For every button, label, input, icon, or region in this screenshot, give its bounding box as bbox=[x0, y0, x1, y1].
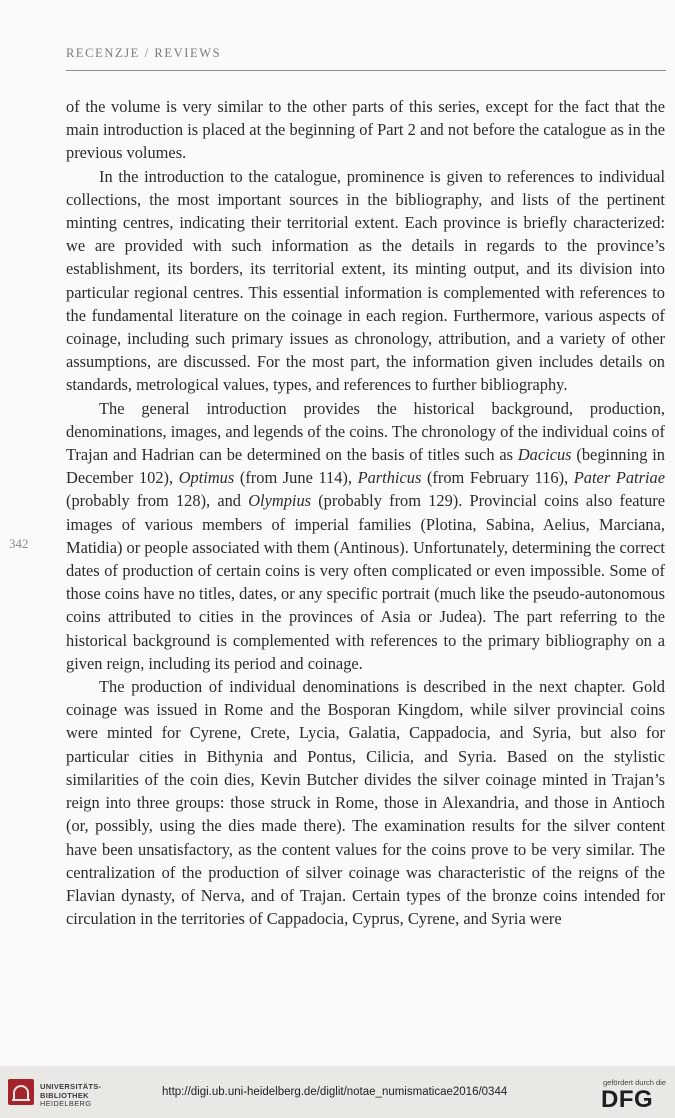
library-name-line: HEIDELBERG bbox=[40, 1099, 92, 1108]
paragraph bbox=[66, 675, 665, 930]
dfg-logo: DFG bbox=[601, 1086, 654, 1113]
text-run: In the introduction to the catalogue, prominence is given to references to individual collections, the most important sources in the bibliography, and lists of the pertinent minting centres, indicating their territorial extent. Each province is briefly characterized: we are provided with such information as the details in regards to the province’s establishment, its borders, its territorial extent, its minting output, and its division into particular regional centres. This essential information is complemented with references to the fundamental literature on the coinage in each region. Furthermore, various aspects of coinage, including such primary issues as chronology, attribution, and a variety of other assumptions, are discussed. For the most part, the information given includes details on standards, metrological values, types, and references to further bibliography. bbox=[66, 166, 665, 395]
funded-by-label: gefördert durch die bbox=[603, 1078, 666, 1087]
italic-term: Parthicus bbox=[357, 468, 422, 488]
library-name-line: BIBLIOTHEK bbox=[40, 1090, 89, 1100]
text-run: (beginning in December 102), bbox=[66, 445, 665, 488]
text-run: The general introduction provides the historical background, production, denominations, images, and legends of the coins. The chronology of the individual coins of Trajan and Hadrian can be determined on the basis of titles such as bbox=[66, 398, 665, 465]
library-name-line: UNIVERSITÄTS- bbox=[40, 1082, 102, 1091]
text-run: (probably from 129). Provincial coins also feature images of various members of imperial families (Plotina, Sabina, Aelius, Marciana, Matidia) or people associated with them (Antinous). Unfortunately, determining the correct dates of production of certain coins is very often complicated or even impossible. Some of those coins have no titles, dates, or any specific portrait (much like the pseudo-autonomous coins attributed to cities in the provinces of Asia or Judea). The part referring to the historical background is complemented with references to the primary bibliography on a given reign, including its period and coinage. bbox=[66, 491, 665, 673]
text-run: (from June 114), bbox=[234, 468, 358, 488]
italic-term: Pater Patriae bbox=[573, 468, 665, 488]
italic-term: Dacicus bbox=[517, 445, 572, 465]
body-text bbox=[66, 95, 665, 930]
paragraph bbox=[66, 95, 665, 165]
italic-term: Optimus bbox=[178, 468, 235, 488]
text-run: (probably from 128), and bbox=[66, 491, 249, 511]
italic-term: Olympius bbox=[248, 491, 312, 511]
library-name bbox=[40, 1083, 101, 1109]
running-header: RECENZJE / REVIEWS bbox=[66, 46, 222, 60]
text-run: (from February 116), bbox=[421, 468, 574, 488]
footer-bar bbox=[0, 1066, 675, 1118]
header-rule bbox=[66, 70, 666, 71]
text-run: of the volume is very similar to the other parts of this series, except for the fact that the main introduction is placed at the beginning of Part 2 and not before the catalogue as in the previous volumes. bbox=[66, 97, 665, 163]
paragraph bbox=[66, 397, 665, 675]
permalink-url[interactable]: http://digi.ub.uni-heidelberg.de/diglit/notae_numismaticae2016/0344 bbox=[162, 1086, 508, 1098]
page-number: 342 bbox=[9, 536, 29, 551]
text-run: The production of individual denominations is described in the next chapter. Gold coinage was issued in Rome and the Bosporan Kingdom, while silver provincial coins were minted for Cyrene, Crete, Lycia, Galatia, Cappadocia, and Syria, but also for particular cities in Bithynia and Pontus, Cilicia, and Syria. Based on the stylistic similarities of the coin dies, Kevin Butcher divides the silver coinage minted in Trajan’s reign into three groups: those struck in Rome, those in Alexandria, and those in Antioch (or, possibly, using the dies made there). The examination results for the silver content have been unsatisfactory, as the content values for the coins prove to be very similar. The centralization of the production of silver coinage was characteristic of the reigns of the Flavian dynasty, of Nerva, and of Trajan. Certain types of the bronze coins intended for circulation in the territories of Cappadocia, Cyprus, Cyrene, and Syria were bbox=[66, 677, 665, 929]
paragraph bbox=[66, 165, 665, 397]
library-logo-icon bbox=[8, 1079, 34, 1105]
